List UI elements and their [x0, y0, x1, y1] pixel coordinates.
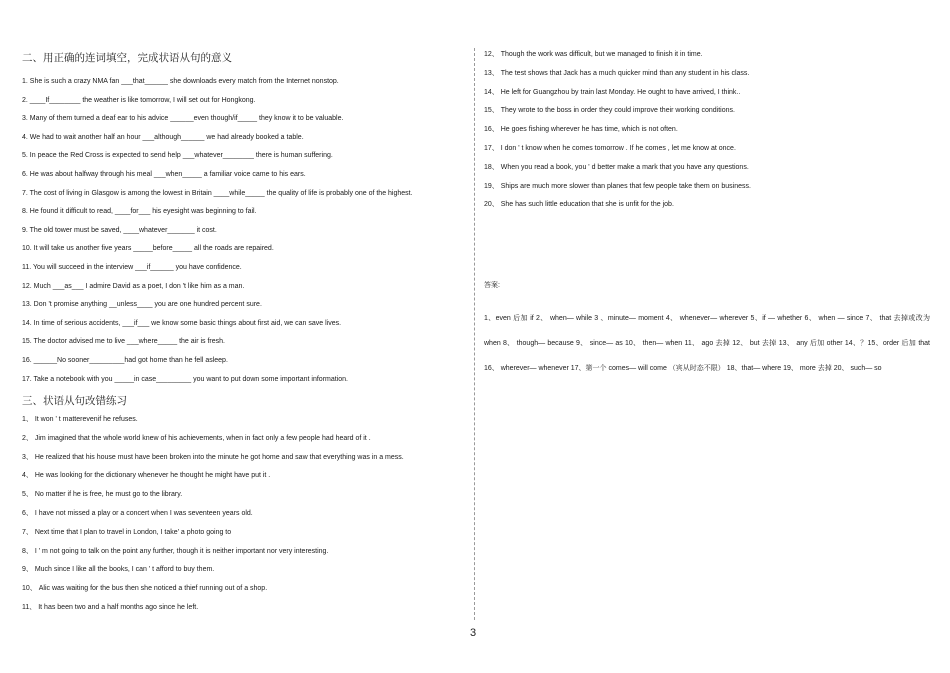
list-item: 9、 Much since I like all the books, I can ' t afford to buy them. — [22, 566, 215, 574]
list-item: 5、 No matter if he is free, he must go to the library. — [22, 491, 183, 499]
list-item: 13. Don 't promise anything __unless____ you are one hundred percent sure. — [22, 301, 262, 309]
list-item: 18、 When you read a book, you ' d better make a mark that you have any questions. — [484, 163, 749, 171]
list-item: 16. ______No sooner_________had got home than he fell asleep. — [22, 356, 228, 364]
list-item: 12. Much ___as___ I admire David as a poet, I don 't like him as a man. — [22, 282, 245, 290]
list-item: 11. You will succeed in the interview ___if______ you have confidence. — [22, 263, 242, 271]
right-exercise-list — [484, 50, 934, 209]
right-column — [484, 50, 934, 372]
list-item: 6、 I have not missed a play or a concert when I was seventeen years old. — [22, 510, 253, 518]
list-item: 10. It will take us another five years _____before_____ all the roads are repaired. — [22, 245, 274, 253]
list-item: 17、 I don ' t know when he comes tomorrow . If he comes , let me know at once. — [484, 144, 736, 152]
list-item: 9. The old tower must be saved, ____whatever_______ it cost. — [22, 226, 217, 234]
list-item: 20、 She has such little education that she is unfit for the job. — [484, 201, 674, 209]
section-2-list — [22, 77, 467, 384]
list-item: 1、 It won ' t matterevenif he refuses. — [22, 416, 138, 424]
list-item: 14. In time of serious accidents, ___if___ we know some basic things about first aid, we can save lives. — [22, 319, 342, 327]
list-item: 3、 He realized that his house must have been broken into the minute he got home and saw that everything was in a mess. — [22, 453, 404, 461]
answer-text: 1、even 后加 if 2、 when— while 3 、minute— moment 4、 whenever— wherever 5、if — whether 6、 when — since 7、 that 去掉或改为 when 8、 though— because 9、 since— as 10、 then— when 11、 ago 去掉 12、 but 去掉 13、 any 后加 other 14、？15、order 后加 that 16、 wherever— whenever 17、第一个 comes— will come （宾从时态不限） 18、that— where 19、 more 去掉 20、 such— so — [484, 315, 930, 372]
list-item: 1. She is such a crazy NMA fan ___that______ she downloads every match from the Internet nonstop. — [22, 78, 339, 85]
list-item: 6. He was about halfway through his meal ___when_____ a familiar voice came to his ears. — [22, 170, 306, 178]
list-item: 10、 Alic was waiting for the bus then she noticed a thief running out of a shop. — [22, 585, 268, 593]
list-item: 14、 He left for Guangzhou by train last Monday. He ought to have arrived, I think.. — [484, 88, 741, 96]
list-item: 19、 Ships are much more slower than planes that few people take them on business. — [484, 182, 751, 190]
answer-label: 答案: — [484, 282, 500, 289]
section-3-title: 三、状语从句改错练习 — [22, 395, 127, 408]
list-item: 2、 Jim imagined that the whole world knew of his achievements, when in fact only a few people had heard of it . — [22, 434, 371, 442]
list-item: 7、 Next time that I plan to travel in London, I take' a photo going to — [22, 528, 232, 536]
list-item: 4、 He was looking for the dictionary whenever he thought he might have put it . — [22, 472, 271, 480]
section-2-title: 二、用正确的连词填空，完成状语从句的意义 — [22, 52, 232, 64]
page-number: 3 — [470, 627, 477, 639]
list-item: 12、 Though the work was difficult, but we managed to finish it in time. — [484, 51, 703, 58]
list-item: 8. He found it difficult to read, ____for___ his eyesight was beginning to fail. — [22, 208, 257, 216]
list-item: 7. The cost of living in Glasgow is among the lowest in Britain ____while_____ the quality of life is probably one of the highest. — [22, 189, 413, 197]
list-item: 16、 He goes fishing wherever he has time, which is not often. — [484, 126, 678, 134]
list-item: 13、 The test shows that Jack has a much quicker mind than any student in his class. — [484, 69, 750, 77]
list-item: 8、 I ' m not going to talk on the point any further, though it is neither important nor very interesting. — [22, 547, 329, 555]
list-item: 17. Take a notebook with you _____in case_________ you want to put down some important information. — [22, 375, 348, 383]
section-3-list — [22, 415, 467, 612]
list-item: 11、 It has been two and a half months ago since he left. — [22, 604, 199, 612]
list-item: 15、 They wrote to the boss in order they could improve their working conditions. — [484, 107, 735, 115]
list-item: 15. The doctor advised me to live ___where_____ the air is fresh. — [22, 338, 225, 346]
list-item: 5. In peace the Red Cross is expected to send help ___whatever________ there is human suffering. — [22, 152, 333, 160]
column-divider — [474, 48, 475, 620]
list-item: 4. We had to wait another half an hour ___although______ we had already booked a table. — [22, 133, 304, 141]
left-column — [22, 50, 467, 622]
list-item: 3. Many of them turned a deaf ear to his advice ______even though/if_____ they know it to be valuable. — [22, 115, 344, 123]
list-item: 2. ____If________ the weather is like tomorrow, I will set out for Hongkong. — [22, 96, 256, 104]
